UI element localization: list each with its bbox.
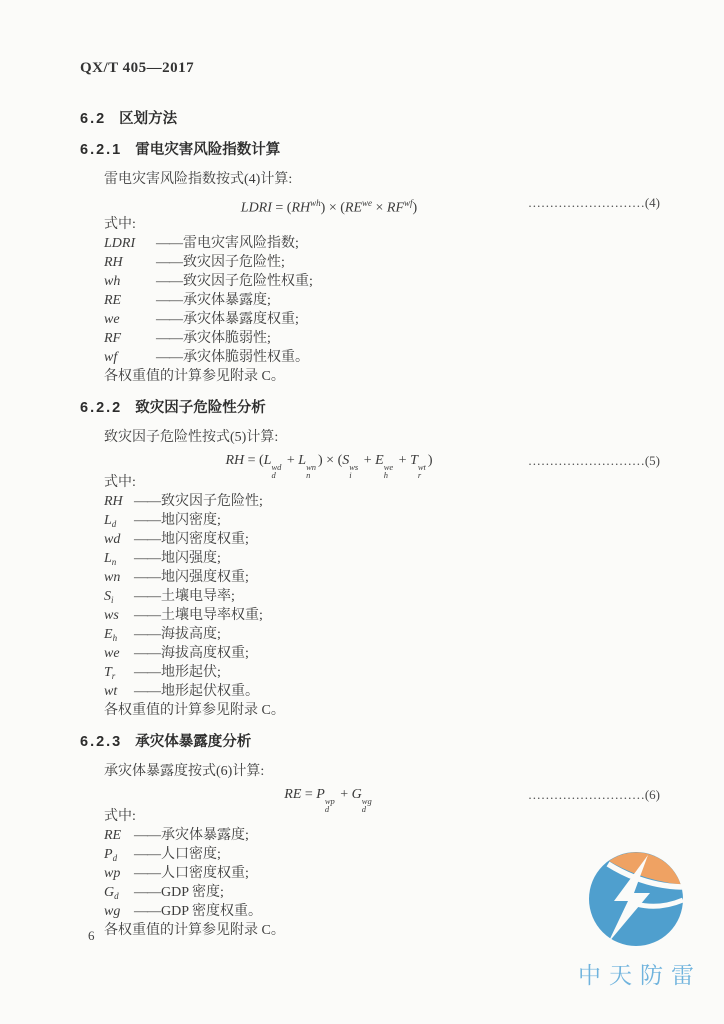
def-desc: 地闪强度权重;	[161, 570, 249, 585]
def-desc: 承灾体暴露度;	[161, 828, 249, 843]
def-dash: ——	[134, 904, 160, 919]
def-dash: ——	[156, 331, 182, 346]
equation-4	[80, 191, 662, 215]
def-desc: 致灾因子危险性权重;	[183, 274, 313, 289]
page-number: 6	[88, 928, 95, 943]
section-number: 6.2	[80, 111, 107, 127]
definition-row	[104, 568, 662, 587]
definition-row	[104, 492, 662, 511]
equation-expression: RE = P wp d + G wg d	[284, 787, 372, 814]
definition-row	[104, 272, 662, 291]
definition-row	[104, 826, 662, 845]
def-term: $E_h$	[104, 627, 118, 643]
company-logo-watermark	[558, 849, 714, 990]
definition-row	[104, 329, 662, 348]
where-label: 式中:	[104, 475, 136, 490]
def-desc: 海拔高度权重;	[161, 646, 249, 661]
definition-row	[104, 234, 662, 253]
def-desc: 地形起伏;	[161, 665, 221, 680]
logo-mark	[584, 849, 688, 949]
def-term: wd	[104, 532, 121, 547]
equation-dots: ………………………	[527, 195, 645, 210]
def-term: wp	[104, 866, 121, 881]
def-term: $T_r$	[104, 665, 116, 681]
def-desc: 人口密度;	[161, 847, 221, 862]
def-desc: GDP 密度权重。	[161, 904, 262, 919]
equation-number	[528, 191, 660, 215]
def-term: ws	[104, 608, 119, 623]
definition-row	[104, 291, 662, 310]
def-term: we	[104, 312, 120, 327]
definition-row	[104, 253, 662, 272]
def-term: RH	[104, 255, 123, 270]
section-title: 雷电灾害风险指数计算	[135, 142, 281, 158]
def-term: wt	[104, 684, 118, 699]
def-desc: 人口密度权重;	[161, 866, 249, 881]
def-dash: ——	[134, 885, 160, 900]
def-dash: ——	[156, 293, 182, 308]
definition-row	[104, 348, 662, 367]
def-dash: ——	[134, 847, 160, 862]
def-desc: 致灾因子危险性;	[183, 255, 285, 270]
def-dash: ——	[134, 627, 160, 642]
def-desc: 承灾体脆弱性权重。	[183, 350, 309, 365]
def-term: we	[104, 646, 120, 661]
def-desc: 地闪强度;	[161, 551, 221, 566]
def-dash: ——	[156, 350, 182, 365]
def-desc: 土壤电导率;	[161, 589, 235, 604]
definition-list	[80, 234, 662, 367]
definition-row	[104, 644, 662, 663]
equation-expression: RH = (L wd d + L wn n ) × (S ws i + E we h + T wt r )	[225, 453, 433, 480]
equation-5	[80, 449, 662, 480]
equation-number	[528, 783, 660, 807]
appendix-note: 各权重值的计算参见附录 C。	[104, 369, 285, 384]
def-dash: ——	[134, 589, 160, 604]
def-desc: 地闪密度;	[161, 513, 221, 528]
def-dash: ——	[134, 551, 160, 566]
where-label: 式中:	[104, 217, 136, 232]
equation-dots: ………………………	[527, 453, 645, 468]
equation-6	[80, 783, 662, 814]
def-desc: 海拔高度;	[161, 627, 221, 642]
def-desc: 致灾因子危险性;	[161, 494, 263, 509]
company-name: 中天防雷	[578, 962, 702, 988]
def-dash: ——	[134, 684, 160, 699]
def-term: $P_d$	[104, 847, 118, 863]
where-label: 式中:	[104, 809, 136, 824]
equation-dots: ………………………	[527, 787, 645, 802]
intro-paragraph: 致灾因子危险性按式(5)计算:	[104, 430, 279, 445]
definition-row	[104, 625, 662, 644]
section-heading-6-2	[80, 110, 662, 128]
def-desc: 土壤电导率权重;	[161, 608, 263, 623]
section-number: 6.2.2	[80, 400, 123, 416]
def-dash: ——	[134, 608, 160, 623]
def-dash: ——	[134, 532, 160, 547]
def-term: RE	[104, 828, 122, 843]
equation-expression: LDRI = $(RH^{wh}) \times (RE^{we} \times RF^{wf})$	[240, 198, 418, 216]
def-desc: GDP 密度;	[161, 885, 224, 900]
def-dash: ——	[134, 866, 160, 881]
def-term: $L_d$	[104, 513, 117, 529]
def-dash: ——	[134, 513, 160, 528]
section-title: 区划方法	[119, 111, 178, 127]
definition-row	[104, 549, 662, 568]
definition-row	[104, 587, 662, 606]
def-term: RE	[104, 293, 122, 308]
equation-label: (4)	[644, 195, 660, 210]
section-title: 承灾体暴露度分析	[135, 734, 252, 750]
intro-paragraph: 承灾体暴露度按式(6)计算:	[104, 764, 265, 779]
def-desc: 雷电灾害风险指数;	[183, 236, 299, 251]
def-desc: 承灾体暴露度权重;	[183, 312, 299, 327]
equation-label: (6)	[644, 787, 660, 802]
appendix-note: 各权重值的计算参见附录 C。	[104, 703, 285, 718]
def-term: $G_d$	[104, 885, 119, 901]
def-desc: 地闪密度权重;	[161, 532, 249, 547]
section-heading-6-2-3	[80, 733, 662, 751]
def-dash: ——	[134, 665, 160, 680]
section-number: 6.2.3	[80, 734, 123, 750]
def-dash: ——	[156, 255, 182, 270]
appendix-note: 各权重值的计算参见附录 C。	[104, 923, 285, 938]
def-term: RH	[104, 494, 123, 509]
def-term: wn	[104, 570, 121, 585]
section-heading-6-2-2	[80, 399, 662, 417]
def-term: RF	[104, 331, 122, 346]
intro-paragraph: 雷电灾害风险指数按式(4)计算:	[104, 172, 293, 187]
definition-row	[104, 511, 662, 530]
def-desc: 地形起伏权重。	[161, 684, 259, 699]
def-term: wf	[104, 350, 118, 365]
def-desc: 承灾体脆弱性;	[183, 331, 271, 346]
section-number: 6.2.1	[80, 142, 123, 158]
equation-number	[528, 449, 660, 473]
def-dash: ——	[156, 312, 182, 327]
def-term: $S_i$	[104, 589, 114, 605]
def-dash: ——	[134, 570, 160, 585]
def-term: LDRI	[104, 236, 136, 251]
definition-row	[104, 606, 662, 625]
def-term: $L_n$	[104, 551, 117, 567]
definition-row	[104, 682, 662, 701]
def-dash: ——	[156, 236, 182, 251]
def-dash: ——	[134, 646, 160, 661]
def-term: wg	[104, 904, 121, 919]
section-title: 致灾因子危险性分析	[135, 400, 266, 416]
section-heading-6-2-1	[80, 141, 662, 159]
def-dash: ——	[156, 274, 182, 289]
def-term: wh	[104, 274, 121, 289]
document-code: QX/T 405—2017	[80, 60, 195, 76]
definition-list	[80, 492, 662, 701]
def-desc: 承灾体暴露度;	[183, 293, 271, 308]
def-dash: ——	[134, 494, 160, 509]
definition-row	[104, 310, 662, 329]
page-content	[80, 110, 662, 940]
definition-row	[104, 530, 662, 549]
def-dash: ——	[134, 828, 160, 843]
equation-label: (5)	[644, 453, 660, 468]
definition-row	[104, 663, 662, 682]
